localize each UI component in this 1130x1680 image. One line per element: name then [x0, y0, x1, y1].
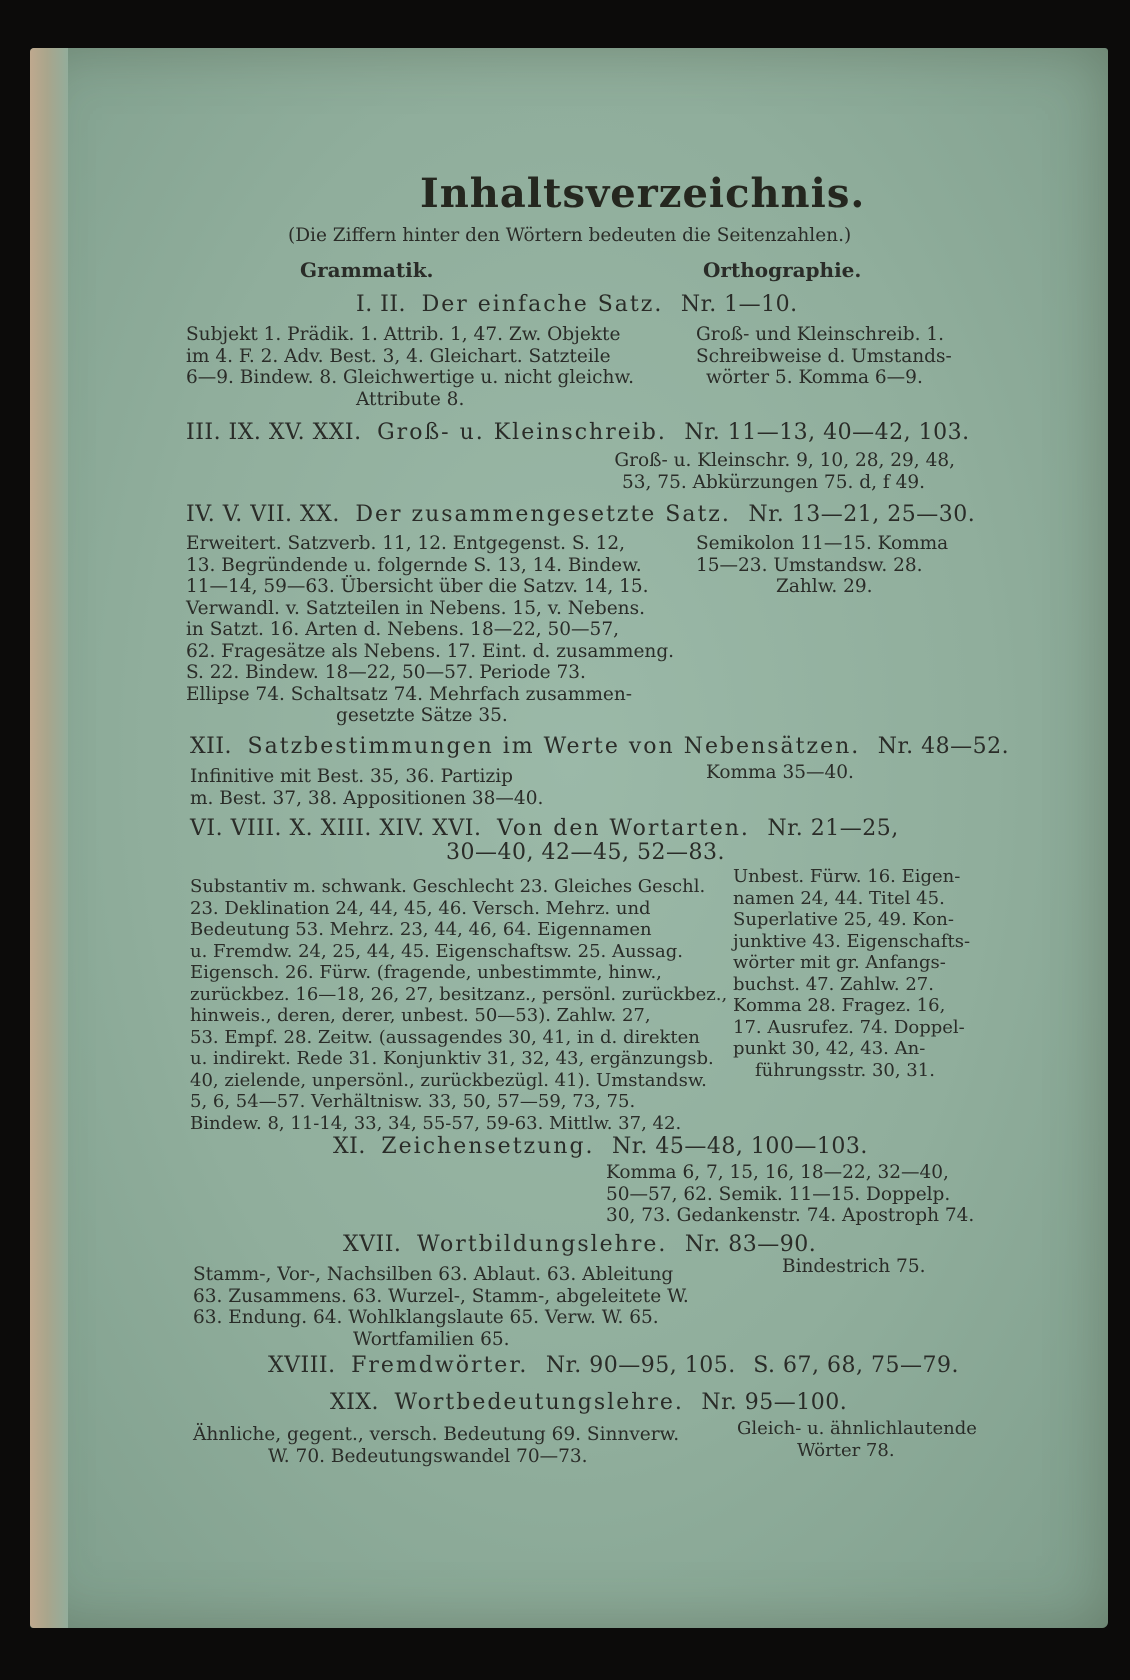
ortho-line: wörter 5. Komma 6—9.	[706, 367, 923, 388]
grammar-line: Attribute 8.	[356, 388, 465, 410]
ortho-line: buchst. 47. Zahlw. 27.	[733, 973, 934, 995]
section-heading	[268, 1353, 959, 1378]
ortho-line: Komma 6, 7, 15, 16, 18—22, 32—40,	[606, 1162, 949, 1183]
section-heading	[186, 502, 975, 527]
grammar-block	[193, 1424, 683, 1467]
section-heading	[186, 420, 970, 445]
grammar-line: zurückbez. 16—18, 26, 27, besitzanz., persönl. zurückbez.,	[190, 983, 728, 1005]
section-ref: Nr. 1—10.	[680, 292, 798, 317]
grammar-line: Infinitive mit Best. 35, 36. Partizip	[190, 766, 513, 787]
grammar-line: 23. Deklination 24, 44, 45, 46. Versch. Mehrz. und	[190, 897, 651, 919]
section-topic: Satzbestimmungen im Werte von Nebensätzen.	[247, 734, 861, 759]
grammar-block	[193, 1264, 689, 1350]
ortho-block	[782, 1256, 952, 1278]
ortho-line: Unbest. Fürw. 16. Eigen-	[733, 866, 961, 887]
page-title: Inhaltsverzeichnis.	[420, 170, 866, 217]
grammar-line: W. 70. Bedeutungswandel 70—73.	[268, 1445, 588, 1467]
section-ref: Nr. 90—95, 105.	[545, 1353, 736, 1378]
section-roman: XII.	[190, 734, 233, 759]
section-ref: Nr. 11—13, 40—42, 103.	[684, 420, 970, 445]
grammar-block	[190, 766, 640, 809]
section-ref-continued: 30—40, 42—45, 52—83.	[446, 840, 725, 865]
ortho-line: Groß- und Kleinschreib. 1.	[696, 324, 945, 345]
grammar-line: in Satzt. 16. Arten d. Nebens. 18—22, 50—57,	[186, 619, 619, 640]
ortho-line: 30, 73. Gedankenstr. 74. Apostroph 74.	[606, 1205, 975, 1226]
grammar-line: 40, zielende, unpersönl., zurückbezügl. 41). Umstandsw.	[190, 1069, 707, 1091]
section-roman: XVII.	[343, 1232, 402, 1257]
grammar-line: Bindew. 8, 11-14, 33, 34, 55-57, 59-63. Mittlw. 37, 42.	[190, 1112, 682, 1134]
ortho-line: Semikolon 11—15. Komma	[696, 533, 949, 554]
grammar-block	[186, 324, 656, 410]
section-ref: Nr. 83—90.	[684, 1232, 817, 1257]
col-header-orthography: Orthographie.	[703, 258, 862, 282]
grammar-line: im 4. F. 2. Adv. Best. 3, 4. Gleichart. Satzteile	[186, 345, 611, 367]
section-roman: I. II.	[356, 292, 407, 317]
section-roman: IV. V. VII. XX.	[186, 502, 340, 527]
section-heading	[330, 1390, 847, 1415]
section-roman: III. IX. XV. XXI.	[186, 420, 362, 445]
ortho-line: Wörter 78.	[797, 1439, 895, 1461]
section-topic: Zeichensetzung.	[381, 1134, 595, 1159]
grammar-line: Substantiv m. schwank. Geschlecht 23. Gleiches Geschl.	[190, 876, 706, 897]
ortho-line: punkt 30, 42, 43. An-	[733, 1038, 926, 1059]
grammar-line: Erweitert. Satzverb. 11, 12. Entgegenst. S. 12,	[186, 533, 626, 554]
section-ref: Nr. 48—52.	[877, 734, 1010, 759]
section-heading	[333, 1134, 868, 1159]
grammar-line: Subjekt 1. Prädik. 1. Attrib. 1, 47. Zw. Objekte	[186, 324, 621, 345]
section-roman: VI. VIII. X. XIII. XIV. XVI.	[190, 816, 482, 841]
ortho-line: Schreibweise d. Umstands-	[696, 345, 952, 367]
ortho-line: Komma 35—40.	[706, 762, 854, 783]
ortho-line: 50—57, 62. Semik. 11—15. Doppelp.	[606, 1183, 951, 1205]
ortho-block	[560, 450, 955, 493]
ortho-line: Gleich- u. ähnlichlautende	[737, 1418, 977, 1439]
section-ref-pages: S. 67, 68, 75—79.	[753, 1353, 959, 1378]
grammar-line: Verwandl. v. Satzteilen in Nebens. 15, v. Nebens.	[186, 597, 645, 619]
grammar-line: 5, 6, 54—57. Verhältnisw. 33, 50, 57—59, 73, 75.	[190, 1091, 636, 1112]
grammar-line: 13. Begründende u. folgernde S. 13, 14. Bindew.	[186, 554, 642, 576]
ortho-line: junktive 43. Eigenschafts-	[733, 930, 971, 952]
grammar-block	[186, 533, 675, 727]
ortho-line: Superlative 25, 49. Kon-	[733, 909, 954, 930]
grammar-line: Ellipse 74. Schaltsatz 74. Mehrfach zusammen-	[186, 683, 633, 705]
section-topic: Der einfache Satz.	[421, 292, 664, 317]
section-heading	[190, 816, 899, 841]
grammar-line: hinweis., deren, derer, unbest. 50—53). Zahlw. 27,	[190, 1005, 651, 1026]
grammar-line: u. Fremdw. 24, 25, 44, 45. Eigenschaftsw. 25. Aussag.	[190, 940, 684, 962]
section-topic: Wortbedeutungslehre.	[394, 1390, 684, 1415]
ortho-line: führungsstr. 30, 31.	[755, 1059, 935, 1081]
ortho-line: 15—23. Umstandsw. 28.	[696, 554, 923, 576]
grammar-line: 63. Endung. 64. Wohlklangslaute 65. Verw. W. 65.	[193, 1307, 659, 1328]
section-roman: XI.	[333, 1134, 366, 1159]
ortho-line: Komma 28. Fragez. 16,	[733, 995, 946, 1016]
ortho-block	[696, 533, 956, 598]
spine-edge	[30, 48, 68, 1628]
grammar-line: Ähnliche, gegent., versch. Bedeutung 69. Sinnverw.	[193, 1424, 680, 1445]
ortho-block	[696, 324, 956, 389]
grammar-line: 11—14, 59—63. Übersicht über die Satzv. 14, 15.	[186, 576, 649, 597]
section-topic: Der zusammengesetzte Satz.	[355, 502, 731, 527]
ortho-line: namen 24, 44. Titel 45.	[733, 887, 945, 909]
ortho-line: Groß- u. Kleinschr. 9, 10, 28, 29, 48,	[614, 450, 955, 471]
section-ref: Nr. 21—25,	[767, 816, 899, 841]
section-heading	[343, 1232, 816, 1257]
grammar-line: 6—9. Bindew. 8. Gleichwertige u. nicht gleichw.	[186, 367, 634, 388]
ortho-line: wörter mit gr. Anfangs-	[733, 952, 946, 973]
section-ref: Nr. 95—100.	[701, 1390, 848, 1415]
grammar-line: S. 22. Bindew. 18—22, 50—57. Periode 73.	[186, 662, 586, 683]
col-header-grammar: Grammatik.	[300, 258, 434, 282]
grammar-line: 53. Empf. 28. Zeitw. (aussagendes 30, 41, in d. direkten	[190, 1026, 700, 1048]
ortho-block	[606, 1162, 975, 1227]
section-topic: Fremdwörter.	[351, 1353, 529, 1378]
section-heading	[190, 734, 1009, 759]
grammar-line: Eigensch. 26. Fürw. (fragende, unbestimmte, hinw.,	[190, 962, 662, 983]
grammar-line: u. indirekt. Rede 31. Konjunktiv 31, 32, 43, ergänzungsb.	[190, 1048, 714, 1069]
section-roman: XIX.	[330, 1390, 380, 1415]
grammar-line: Stamm-, Vor-, Nachsilben 63. Ablaut. 63. Ableitung	[193, 1264, 674, 1285]
section-roman: XVIII.	[268, 1353, 336, 1378]
ortho-line: Zahlw. 29.	[776, 576, 873, 597]
ortho-block	[733, 866, 971, 1081]
grammar-line: 63. Zusammens. 63. Wurzel-, Stamm-, abgeleitete W.	[193, 1285, 689, 1307]
grammar-line: gesetzte Sätze 35.	[336, 705, 508, 726]
grammar-block	[190, 876, 728, 1134]
ortho-block	[737, 1418, 977, 1461]
grammar-line: Bedeutung 53. Mehrz. 23, 44, 46, 64. Eigennamen	[190, 919, 652, 940]
ortho-block	[706, 762, 946, 784]
section-topic: Groß- u. Kleinschreib.	[377, 420, 667, 445]
subtitle: (Die Ziffern hinter den Wörtern bedeuten die Seitenzahlen.)	[288, 225, 852, 246]
grammar-line: 62. Fragesätze als Nebens. 17. Eint. d. zusammeng.	[186, 640, 675, 662]
section-ref: Nr. 45—48, 100—103.	[612, 1134, 868, 1159]
section-heading	[356, 292, 798, 317]
grammar-line: m. Best. 37, 38. Appositionen 38—40.	[190, 787, 544, 809]
grammar-line: Wortfamilien 65.	[353, 1328, 510, 1350]
ortho-line: 17. Ausrufez. 74. Doppel-	[733, 1016, 965, 1038]
ortho-line: 53, 75. Abkürzungen 75. d, f 49.	[622, 471, 925, 493]
section-topic: Von den Wortarten.	[497, 816, 750, 841]
section-ref: Nr. 13—21, 25—30.	[748, 502, 976, 527]
section-topic: Wortbildungslehre.	[416, 1232, 668, 1257]
ortho-line: Bindestrich 75.	[782, 1256, 926, 1277]
